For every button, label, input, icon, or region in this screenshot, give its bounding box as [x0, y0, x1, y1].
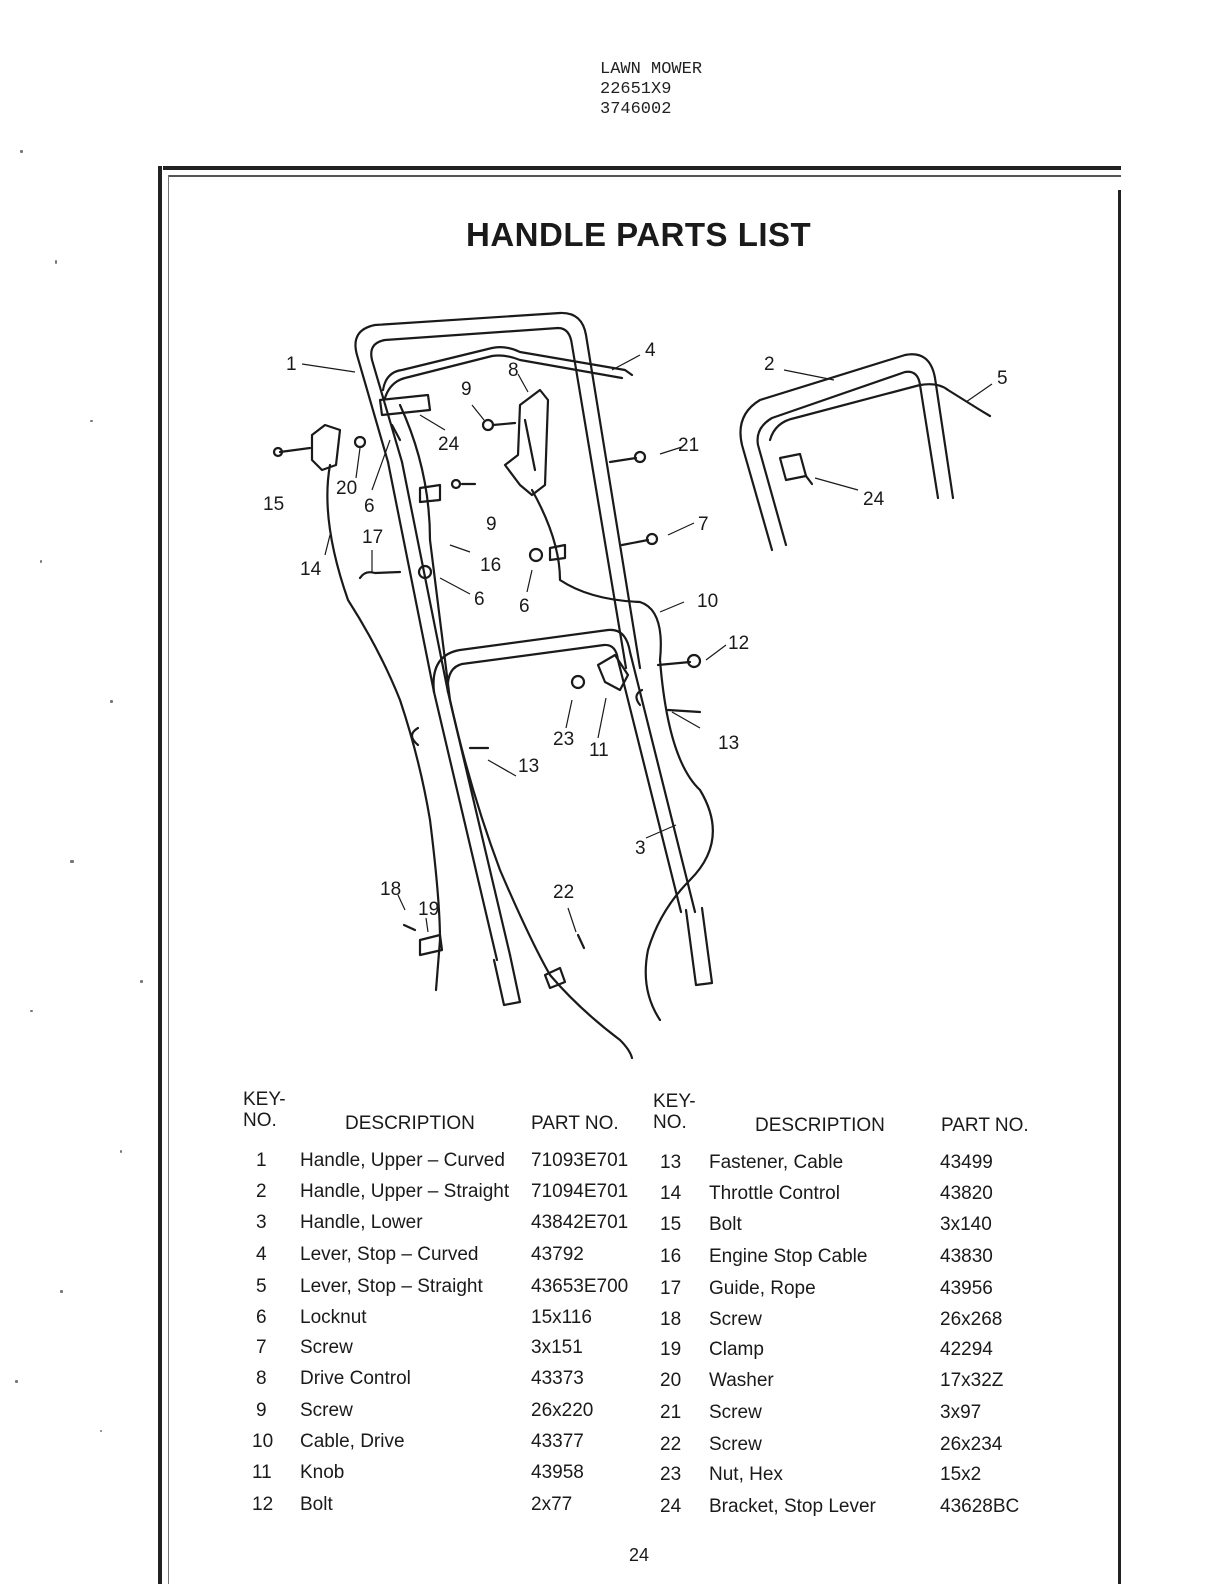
callout-17: 17	[362, 527, 384, 548]
upper-handle-straight	[740, 354, 953, 550]
header-part-no-left: PART NO.	[531, 1113, 619, 1134]
callout-14: 14	[300, 559, 322, 580]
callout-15: 15	[263, 494, 285, 515]
header-model-number: 22651X9	[600, 80, 672, 99]
callout-5: 5	[997, 368, 1008, 389]
callout-13b: 13	[518, 756, 540, 777]
callout-3: 3	[635, 838, 646, 859]
callout-7: 7	[698, 514, 709, 535]
callout-19: 19	[418, 899, 440, 920]
header-model-name: LAWN MOWER	[600, 60, 703, 79]
callout-24b: 24	[863, 489, 885, 510]
callout-1: 1	[286, 354, 297, 375]
callout-16: 16	[480, 555, 502, 576]
header-description-right: DESCRIPTION	[755, 1115, 885, 1136]
lower-handle	[434, 630, 695, 912]
callout-11: 11	[589, 740, 609, 761]
callout-21: 21	[678, 435, 700, 456]
callout-8: 8	[508, 360, 519, 381]
header-description-left: DESCRIPTION	[345, 1113, 475, 1134]
callout-13a: 13	[718, 733, 740, 754]
callout-6a: 6	[364, 496, 375, 517]
page-title: HANDLE PARTS LIST	[466, 216, 812, 253]
knob	[598, 655, 628, 690]
drive-cable	[532, 490, 713, 1020]
stop-lever-straight	[770, 384, 990, 440]
callout-4: 4	[645, 340, 656, 361]
header-part-no-right: PART NO.	[941, 1115, 1029, 1136]
callout-6c: 6	[519, 596, 530, 617]
drive-control	[505, 390, 548, 495]
callout-24a: 24	[438, 434, 460, 455]
callout-18: 18	[380, 879, 402, 900]
callout-22: 22	[553, 882, 575, 903]
page-number: 24	[629, 1545, 650, 1565]
callout-9b: 9	[486, 514, 497, 535]
engine-stop-cable	[400, 405, 632, 1058]
throttle-control	[312, 425, 340, 470]
callout-20: 20	[336, 478, 358, 499]
callout-2: 2	[764, 354, 775, 375]
callout-12: 12	[728, 633, 750, 654]
callout-23: 23	[553, 729, 575, 750]
callout-10: 10	[697, 591, 719, 612]
callout-6b: 6	[474, 589, 485, 610]
header-part-number: 3746002	[600, 100, 672, 119]
callout-9a: 9	[461, 379, 472, 400]
header-key-no-right: KEY- NO.	[653, 1091, 696, 1133]
header-key-no-left: KEY- NO.	[243, 1089, 286, 1131]
